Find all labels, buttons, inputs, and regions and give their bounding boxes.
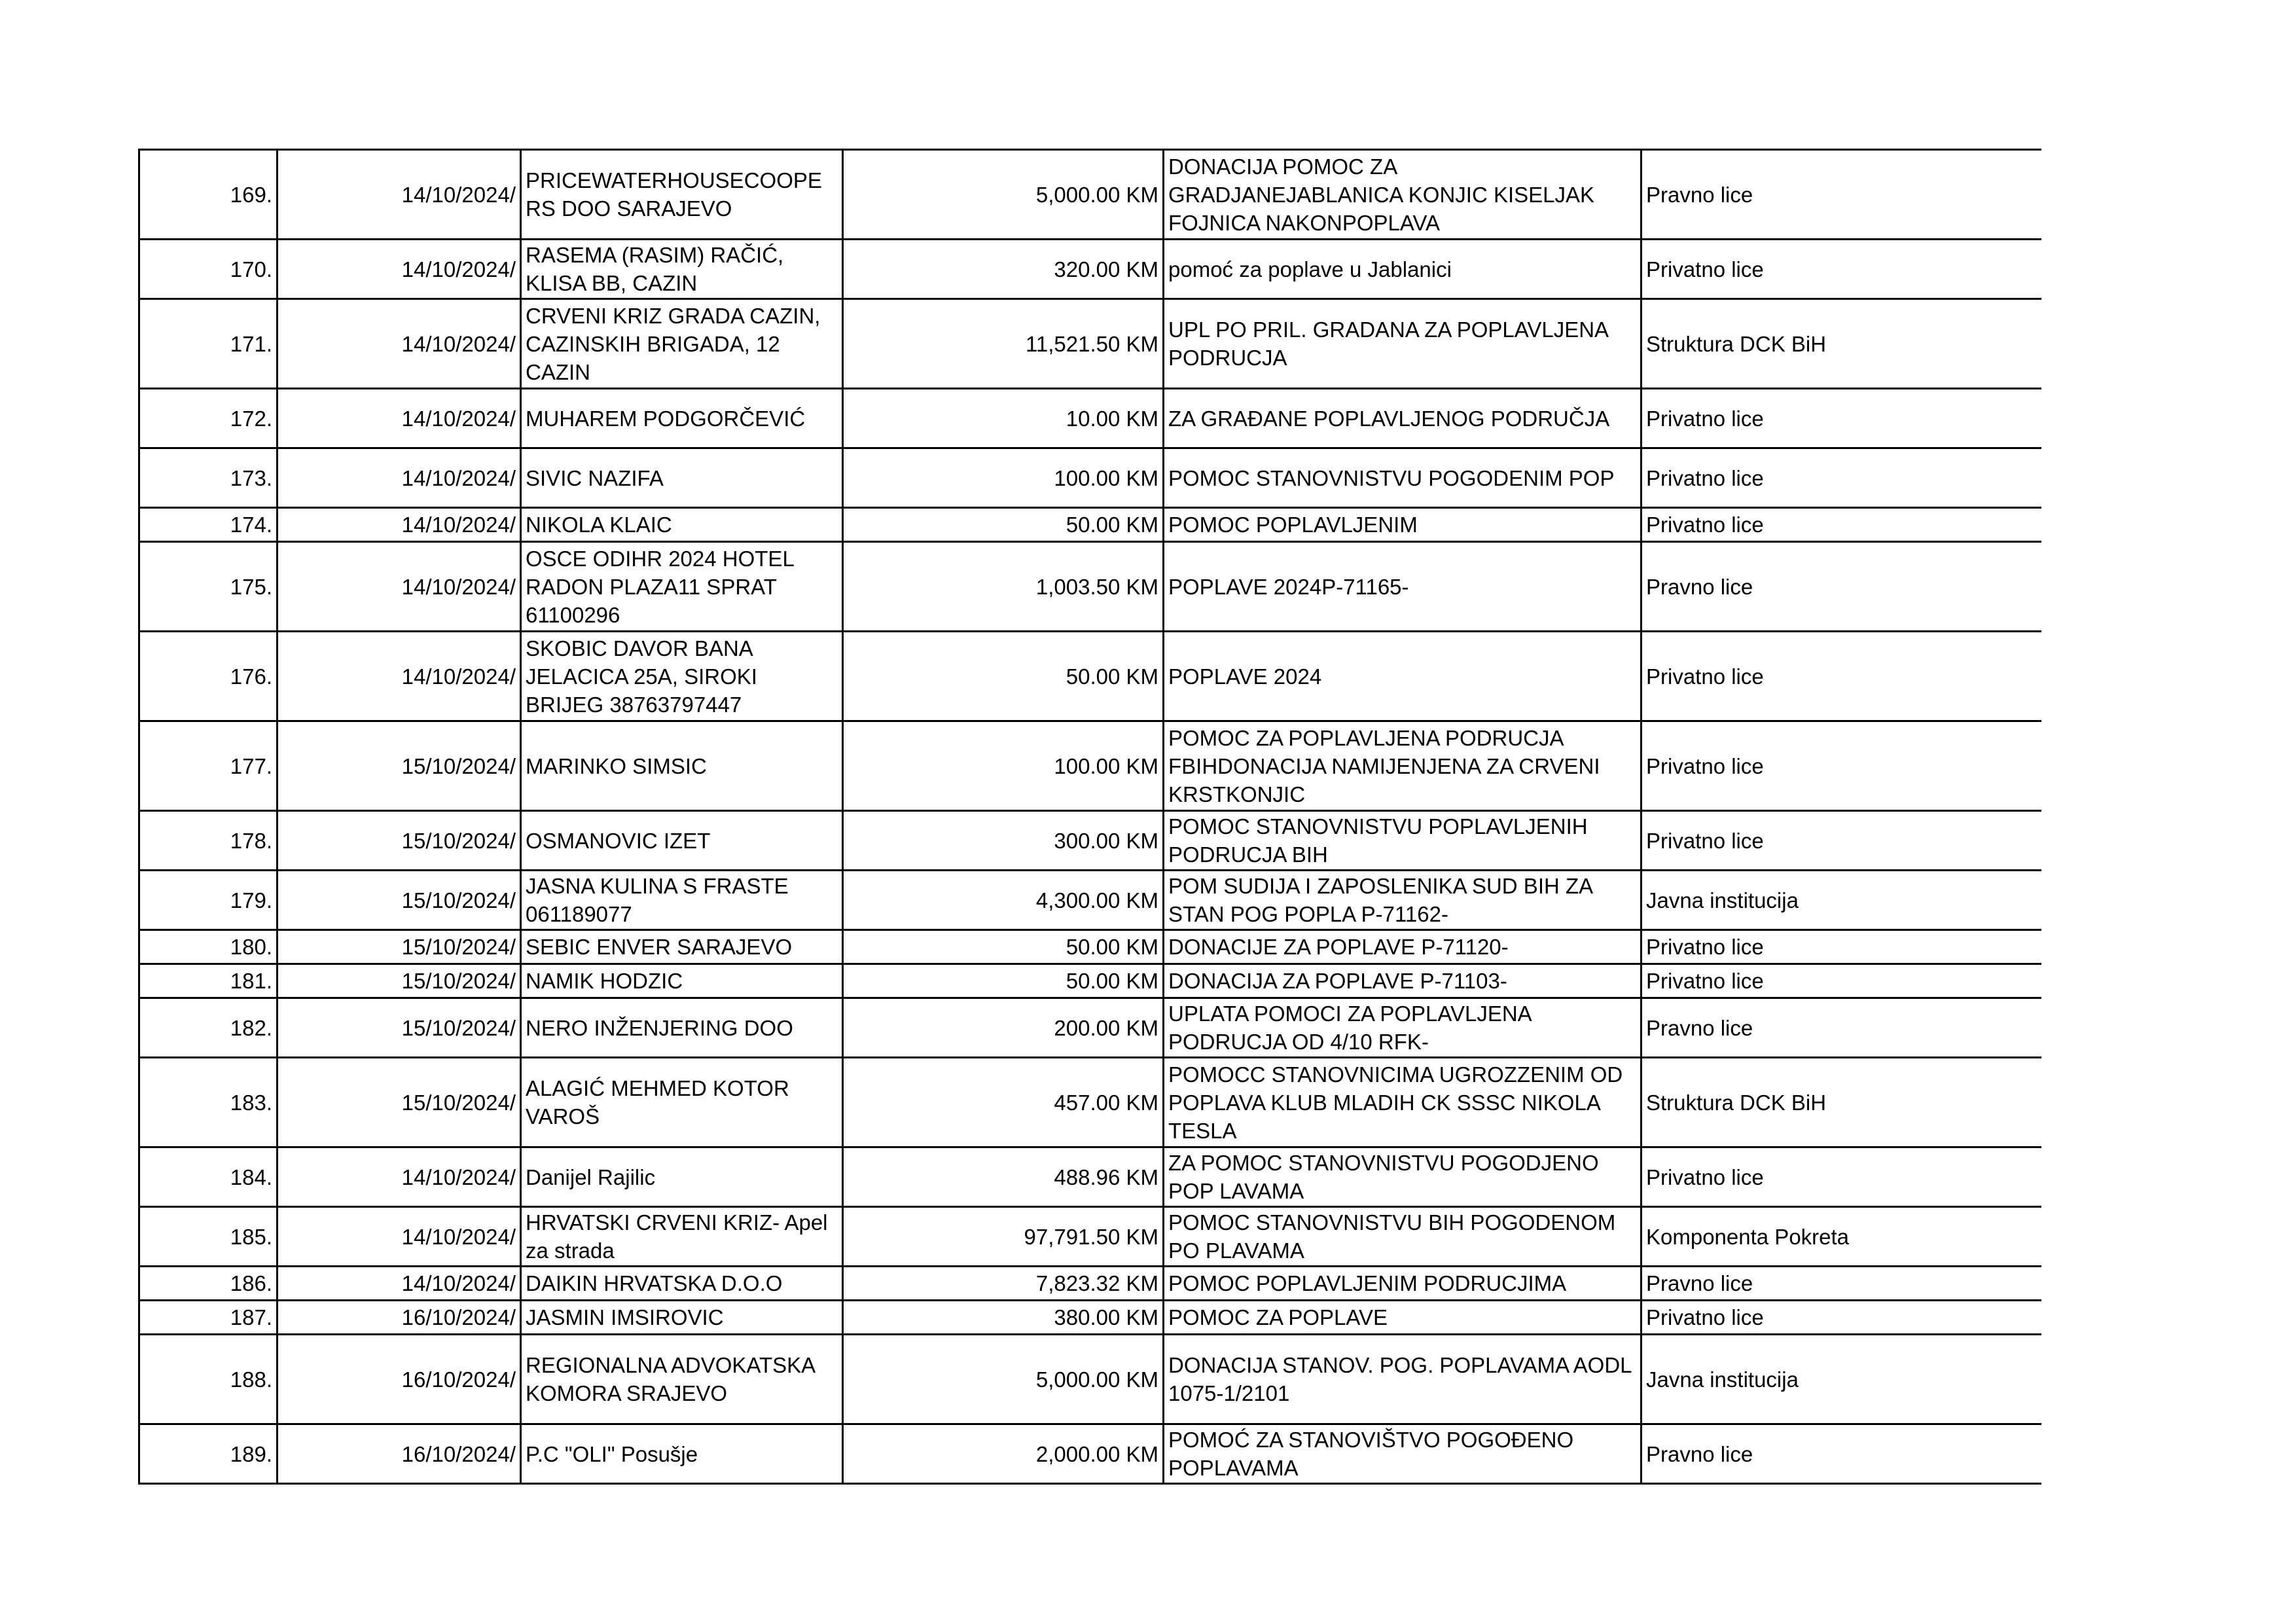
donation-purpose: POPLAVE 2024P-71165- bbox=[1164, 542, 1641, 632]
donation-purpose: ZA GRAĐANE POPLAVLJENOG PODRUČJA bbox=[1164, 389, 1641, 448]
donation-amount: 50.00 KM bbox=[843, 508, 1164, 542]
row-number: 175. bbox=[139, 542, 278, 632]
table-row bbox=[139, 240, 2041, 299]
donation-amount: 2,000.00 KM bbox=[843, 1424, 1164, 1484]
donor-name: MARINKO SIMSIC bbox=[521, 721, 843, 811]
row-date: 14/10/2024/ bbox=[278, 389, 521, 448]
donor-type: Privatno lice bbox=[1641, 240, 2041, 299]
donation-amount: 50.00 KM bbox=[843, 930, 1164, 964]
row-number: 170. bbox=[139, 240, 278, 299]
donor-name: JASMIN IMSIROVIC bbox=[521, 1301, 843, 1335]
donation-amount: 5,000.00 KM bbox=[843, 1335, 1164, 1424]
donor-type: Privatno lice bbox=[1641, 930, 2041, 964]
row-number: 189. bbox=[139, 1424, 278, 1484]
donation-purpose: POMOC POPLAVLJENIM bbox=[1164, 508, 1641, 542]
donor-type: Privatno lice bbox=[1641, 1301, 2041, 1335]
donor-name: SIVIC NAZIFA bbox=[521, 448, 843, 508]
donation-purpose: DONACIJE ZA POPLAVE P-71120- bbox=[1164, 930, 1641, 964]
row-date: 15/10/2024/ bbox=[278, 998, 521, 1058]
donation-purpose: POMOC STANOVNISTVU POGODENIM POP bbox=[1164, 448, 1641, 508]
donor-name: MUHAREM PODGORČEVIĆ bbox=[521, 389, 843, 448]
donor-name: OSMANOVIC IZET bbox=[521, 811, 843, 871]
donation-purpose: DONACIJA ZA POPLAVE P-71103- bbox=[1164, 964, 1641, 998]
donor-type: Privatno lice bbox=[1641, 448, 2041, 508]
donor-name: CRVENI KRIZ GRADA CAZIN, CAZINSKIH BRIGADA, 12 CAZIN bbox=[521, 299, 843, 389]
donor-type: Privatno lice bbox=[1641, 721, 2041, 811]
donation-amount: 320.00 KM bbox=[843, 240, 1164, 299]
donor-name: SEBIC ENVER SARAJEVO bbox=[521, 930, 843, 964]
table-row bbox=[139, 1301, 2041, 1335]
donation-purpose: ZA POMOC STANOVNISTVU POGODJENO POP LAVAMA bbox=[1164, 1147, 1641, 1207]
donor-name: NIKOLA KLAIC bbox=[521, 508, 843, 542]
donor-name: SKOBIC DAVOR BANA JELACICA 25A, SIROKI BRIJEG 38763797447 bbox=[521, 632, 843, 721]
donor-type: Javna institucija bbox=[1641, 871, 2041, 930]
donation-purpose: POM SUDIJA I ZAPOSLENIKA SUD BIH ZA STAN POG POPLA P-71162- bbox=[1164, 871, 1641, 930]
donor-name: JASNA KULINA S FRASTE 061189077 bbox=[521, 871, 843, 930]
table-row bbox=[139, 542, 2041, 632]
donation-purpose: pomoć za poplave u Jablanici bbox=[1164, 240, 1641, 299]
donor-name: RASEMA (RASIM) RAČIĆ, KLISA BB, CAZIN bbox=[521, 240, 843, 299]
table-row bbox=[139, 930, 2041, 964]
row-date: 16/10/2024/ bbox=[278, 1424, 521, 1484]
row-number: 173. bbox=[139, 448, 278, 508]
donor-type: Struktura DCK BiH bbox=[1641, 1058, 2041, 1147]
row-date: 15/10/2024/ bbox=[278, 811, 521, 871]
donation-amount: 100.00 KM bbox=[843, 448, 1164, 508]
row-date: 15/10/2024/ bbox=[278, 930, 521, 964]
donor-type: Pravno lice bbox=[1641, 150, 2041, 240]
donor-type: Privatno lice bbox=[1641, 389, 2041, 448]
row-number: 184. bbox=[139, 1147, 278, 1207]
donation-purpose: POMOCC STANOVNICIMA UGROZZENIM OD POPLAVA KLUB MLADIH CK SSSC NIKOLA TESLA bbox=[1164, 1058, 1641, 1147]
donor-type: Pravno lice bbox=[1641, 1424, 2041, 1484]
table-row bbox=[139, 964, 2041, 998]
donation-amount: 11,521.50 KM bbox=[843, 299, 1164, 389]
donation-amount: 457.00 KM bbox=[843, 1058, 1164, 1147]
row-number: 185. bbox=[139, 1207, 278, 1267]
row-number: 169. bbox=[139, 150, 278, 240]
donor-type: Komponenta Pokreta bbox=[1641, 1207, 2041, 1267]
donations-table bbox=[138, 149, 2041, 1485]
row-number: 176. bbox=[139, 632, 278, 721]
table-row bbox=[139, 508, 2041, 542]
donation-amount: 7,823.32 KM bbox=[843, 1267, 1164, 1301]
table-row bbox=[139, 721, 2041, 811]
donor-name: HRVATSKI CRVENI KRIZ- Apel za strada bbox=[521, 1207, 843, 1267]
donation-purpose: UPLATA POMOCI ZA POPLAVLJENA PODRUCJA OD 4/10 RFK- bbox=[1164, 998, 1641, 1058]
donation-purpose: POMOC STANOVNISTVU POPLAVLJENIH PODRUCJA BIH bbox=[1164, 811, 1641, 871]
table-row bbox=[139, 998, 2041, 1058]
table-row bbox=[139, 299, 2041, 389]
donor-name: PRICEWATERHOUSECOOPE RS DOO SARAJEVO bbox=[521, 150, 843, 240]
donor-type: Privatno lice bbox=[1641, 1147, 2041, 1207]
donor-type: Privatno lice bbox=[1641, 964, 2041, 998]
row-date: 14/10/2024/ bbox=[278, 1267, 521, 1301]
row-number: 171. bbox=[139, 299, 278, 389]
row-number: 178. bbox=[139, 811, 278, 871]
row-date: 15/10/2024/ bbox=[278, 871, 521, 930]
donor-type: Privatno lice bbox=[1641, 811, 2041, 871]
row-date: 16/10/2024/ bbox=[278, 1335, 521, 1424]
donation-purpose: DONACIJA STANOV. POG. POPLAVAMA AODL 1075-1/2101 bbox=[1164, 1335, 1641, 1424]
row-date: 14/10/2024/ bbox=[278, 1207, 521, 1267]
table-row bbox=[139, 389, 2041, 448]
donation-purpose: UPL PO PRIL. GRADANA ZA POPLAVLJENA PODRUCJA bbox=[1164, 299, 1641, 389]
donor-name: NERO INŽENJERING DOO bbox=[521, 998, 843, 1058]
row-date: 15/10/2024/ bbox=[278, 1058, 521, 1147]
row-number: 180. bbox=[139, 930, 278, 964]
donation-purpose: POMOC STANOVNISTVU BIH POGODENOM PO PLAVAMA bbox=[1164, 1207, 1641, 1267]
donor-type: Privatno lice bbox=[1641, 508, 2041, 542]
donor-name: OSCE ODIHR 2024 HOTEL RADON PLAZA11 SPRAT 61100296 bbox=[521, 542, 843, 632]
row-number: 179. bbox=[139, 871, 278, 930]
row-date: 15/10/2024/ bbox=[278, 721, 521, 811]
donor-name: REGIONALNA ADVOKATSKA KOMORA SRAJEVO bbox=[521, 1335, 843, 1424]
row-date: 14/10/2024/ bbox=[278, 240, 521, 299]
donation-amount: 100.00 KM bbox=[843, 721, 1164, 811]
row-date: 14/10/2024/ bbox=[278, 508, 521, 542]
donation-amount: 5,000.00 KM bbox=[843, 150, 1164, 240]
donor-name: P.C "OLI" Posušje bbox=[521, 1424, 843, 1484]
row-date: 14/10/2024/ bbox=[278, 632, 521, 721]
donor-name: DAIKIN HRVATSKA D.O.O bbox=[521, 1267, 843, 1301]
row-number: 182. bbox=[139, 998, 278, 1058]
donation-amount: 97,791.50 KM bbox=[843, 1207, 1164, 1267]
table-row bbox=[139, 1147, 2041, 1207]
donation-purpose: POPLAVE 2024 bbox=[1164, 632, 1641, 721]
row-date: 14/10/2024/ bbox=[278, 448, 521, 508]
table-row bbox=[139, 1424, 2041, 1484]
row-number: 174. bbox=[139, 508, 278, 542]
donor-type: Pravno lice bbox=[1641, 1267, 2041, 1301]
row-date: 14/10/2024/ bbox=[278, 1147, 521, 1207]
donor-name: ALAGIĆ MEHMED KOTOR VAROŠ bbox=[521, 1058, 843, 1147]
row-number: 177. bbox=[139, 721, 278, 811]
table-row bbox=[139, 632, 2041, 721]
donation-purpose: POMOC POPLAVLJENIM PODRUCJIMA bbox=[1164, 1267, 1641, 1301]
donation-amount: 4,300.00 KM bbox=[843, 871, 1164, 930]
donor-type: Struktura DCK BiH bbox=[1641, 299, 2041, 389]
table-row bbox=[139, 1058, 2041, 1147]
donation-purpose: POMOC ZA POPLAVLJENA PODRUCJA FBIHDONACIJA NAMIJENJENA ZA CRVENI KRSTKONJIC bbox=[1164, 721, 1641, 811]
table-row bbox=[139, 811, 2041, 871]
table-row bbox=[139, 1207, 2041, 1267]
donor-type: Javna institucija bbox=[1641, 1335, 2041, 1424]
donation-amount: 488.96 KM bbox=[843, 1147, 1164, 1207]
donation-amount: 50.00 KM bbox=[843, 632, 1164, 721]
donation-amount: 1,003.50 KM bbox=[843, 542, 1164, 632]
row-number: 187. bbox=[139, 1301, 278, 1335]
donation-purpose: POMOĆ ZA STANOVIŠTVO POGOĐENO POPLAVAMA bbox=[1164, 1424, 1641, 1484]
row-date: 15/10/2024/ bbox=[278, 964, 521, 998]
table-row bbox=[139, 150, 2041, 240]
donor-name: NAMIK HODZIC bbox=[521, 964, 843, 998]
row-number: 186. bbox=[139, 1267, 278, 1301]
row-date: 16/10/2024/ bbox=[278, 1301, 521, 1335]
row-number: 181. bbox=[139, 964, 278, 998]
donation-amount: 300.00 KM bbox=[843, 811, 1164, 871]
donor-type: Pravno lice bbox=[1641, 542, 2041, 632]
donor-type: Pravno lice bbox=[1641, 998, 2041, 1058]
row-number: 172. bbox=[139, 389, 278, 448]
row-date: 14/10/2024/ bbox=[278, 150, 521, 240]
row-number: 188. bbox=[139, 1335, 278, 1424]
donor-type: Privatno lice bbox=[1641, 632, 2041, 721]
donation-amount: 10.00 KM bbox=[843, 389, 1164, 448]
row-number: 183. bbox=[139, 1058, 278, 1147]
table-row bbox=[139, 871, 2041, 930]
donation-amount: 200.00 KM bbox=[843, 998, 1164, 1058]
donation-amount: 50.00 KM bbox=[843, 964, 1164, 998]
row-date: 14/10/2024/ bbox=[278, 299, 521, 389]
donation-purpose: DONACIJA POMOC ZA GRADJANEJABLANICA KONJIC KISELJAK FOJNICA NAKONPOPLAVA bbox=[1164, 150, 1641, 240]
table-row bbox=[139, 1267, 2041, 1301]
donor-name: Danijel Rajilic bbox=[521, 1147, 843, 1207]
table-row bbox=[139, 1335, 2041, 1424]
row-date: 14/10/2024/ bbox=[278, 542, 521, 632]
donation-purpose: POMOC ZA POPLAVE bbox=[1164, 1301, 1641, 1335]
table-row bbox=[139, 448, 2041, 508]
donation-amount: 380.00 KM bbox=[843, 1301, 1164, 1335]
